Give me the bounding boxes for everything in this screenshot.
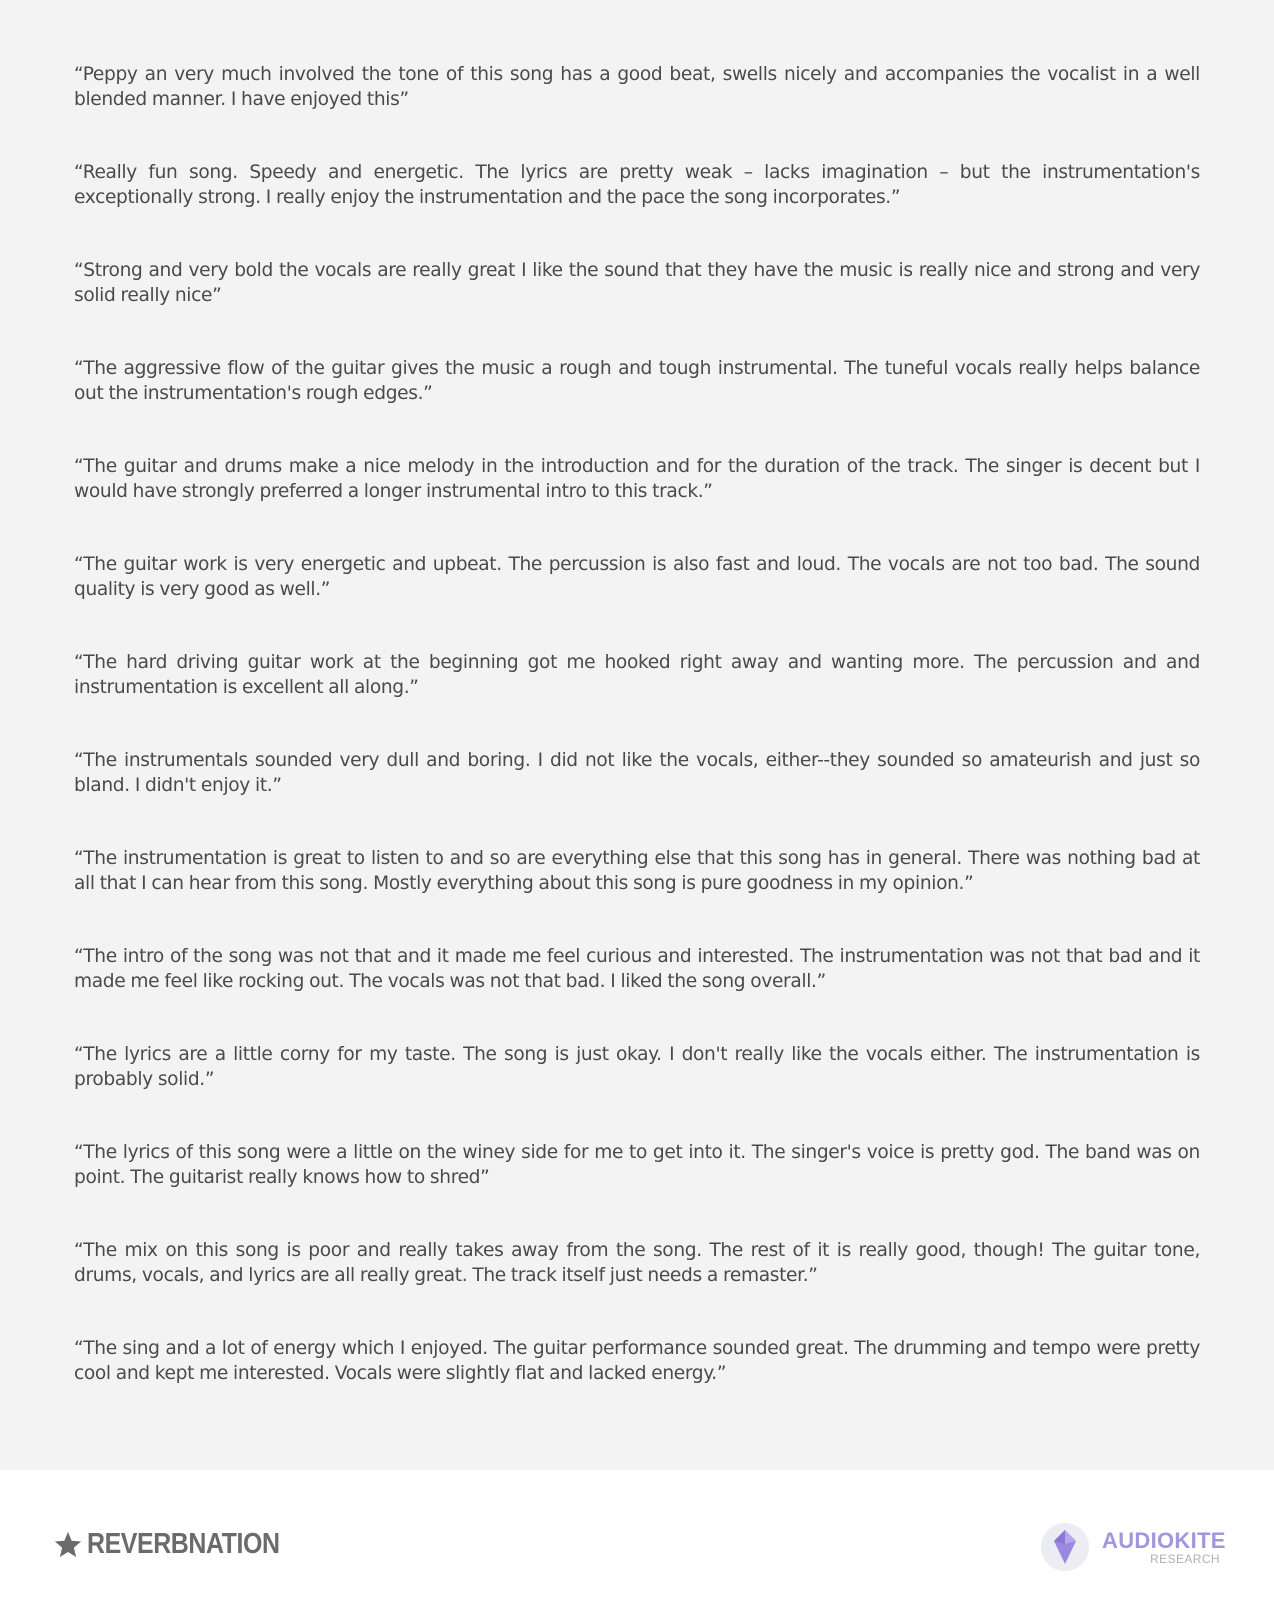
comment: “The intro of the song was not that and it made me feel curious and interested. The instrumentation was not that bad and it made me feel like rocking out. The vocals was not that bad. I liked the song overall.” <box>74 946 1200 992</box>
audiokite-logo <box>1040 1522 1240 1574</box>
comment: “The guitar work is very energetic and upbeat. The percussion is also fast and loud. The vocals are not too bad. The sound quality is very good as well.” <box>74 554 1200 600</box>
comment: “The lyrics of this song were a little on the winey side for me to get into it. The singer's voice is pretty god. The band was on point. The guitarist really knows how to shred” <box>74 1142 1200 1188</box>
comment: “The sing and a lot of energy which I enjoyed. The guitar performance sounded great. The drumming and tempo were pretty cool and kept me interested. Vocals were slightly flat and lacked energy.” <box>74 1338 1200 1384</box>
comment: “Peppy an very much involved the tone of this song has a good beat, swells nicely and accompanies the vocalist in a well blended manner. I have enjoyed this” <box>74 64 1200 110</box>
kite-icon <box>1040 1522 1090 1572</box>
comment: “The hard driving guitar work at the beginning got me hooked right away and wanting more. The percussion and and instrumentation is excellent all along.” <box>74 652 1200 698</box>
comment: “The instrumentation is great to listen to and so are everything else that this song has in general. There was nothing bad at all that I can hear from this song. Mostly everything about this song is pure goodness in my opinion.” <box>74 848 1200 894</box>
comment: “The guitar and drums make a nice melody in the introduction and for the duration of the track. The singer is decent but I would have strongly preferred a longer instrumental intro to this track.” <box>74 456 1200 502</box>
comment: “The mix on this song is poor and really takes away from the song. The rest of it is really good, though! The guitar tone, drums, vocals, and lyrics are all really great. The track itself just needs a remaster.” <box>74 1240 1200 1286</box>
comment: “The lyrics are a little corny for my taste. The song is just okay. I don't really like the vocals either. The instrumentation is probably solid.” <box>74 1044 1200 1090</box>
comments-list <box>74 62 1200 1434</box>
audiokite-subtitle: RESEARCH <box>1150 1552 1220 1566</box>
comment: “The instrumentals sounded very dull and boring. I did not like the vocals, either--they sounded so amateurish and just so bland. I didn't enjoy it.” <box>74 750 1200 796</box>
comment: “Really fun song. Speedy and energetic. The lyrics are pretty weak – lacks imagination – but the instrumentation's exceptionally strong. I really enjoy the instrumentation and the pace the song incorporates.” <box>74 162 1200 208</box>
comment: “The aggressive flow of the guitar gives the music a rough and tough instrumental. The tuneful vocals really helps balance out the instrumentation's rough edges.” <box>74 358 1200 404</box>
comment: “Strong and very bold the vocals are really great I like the sound that they have the music is really nice and strong and very solid really nice” <box>74 260 1200 306</box>
star-icon <box>53 1530 83 1560</box>
reverbnation-logo <box>53 1528 311 1561</box>
audiokite-wordmark: AUDIOKITE <box>1102 1528 1226 1553</box>
reverbnation-wordmark: REVERBNATION <box>87 1528 280 1560</box>
